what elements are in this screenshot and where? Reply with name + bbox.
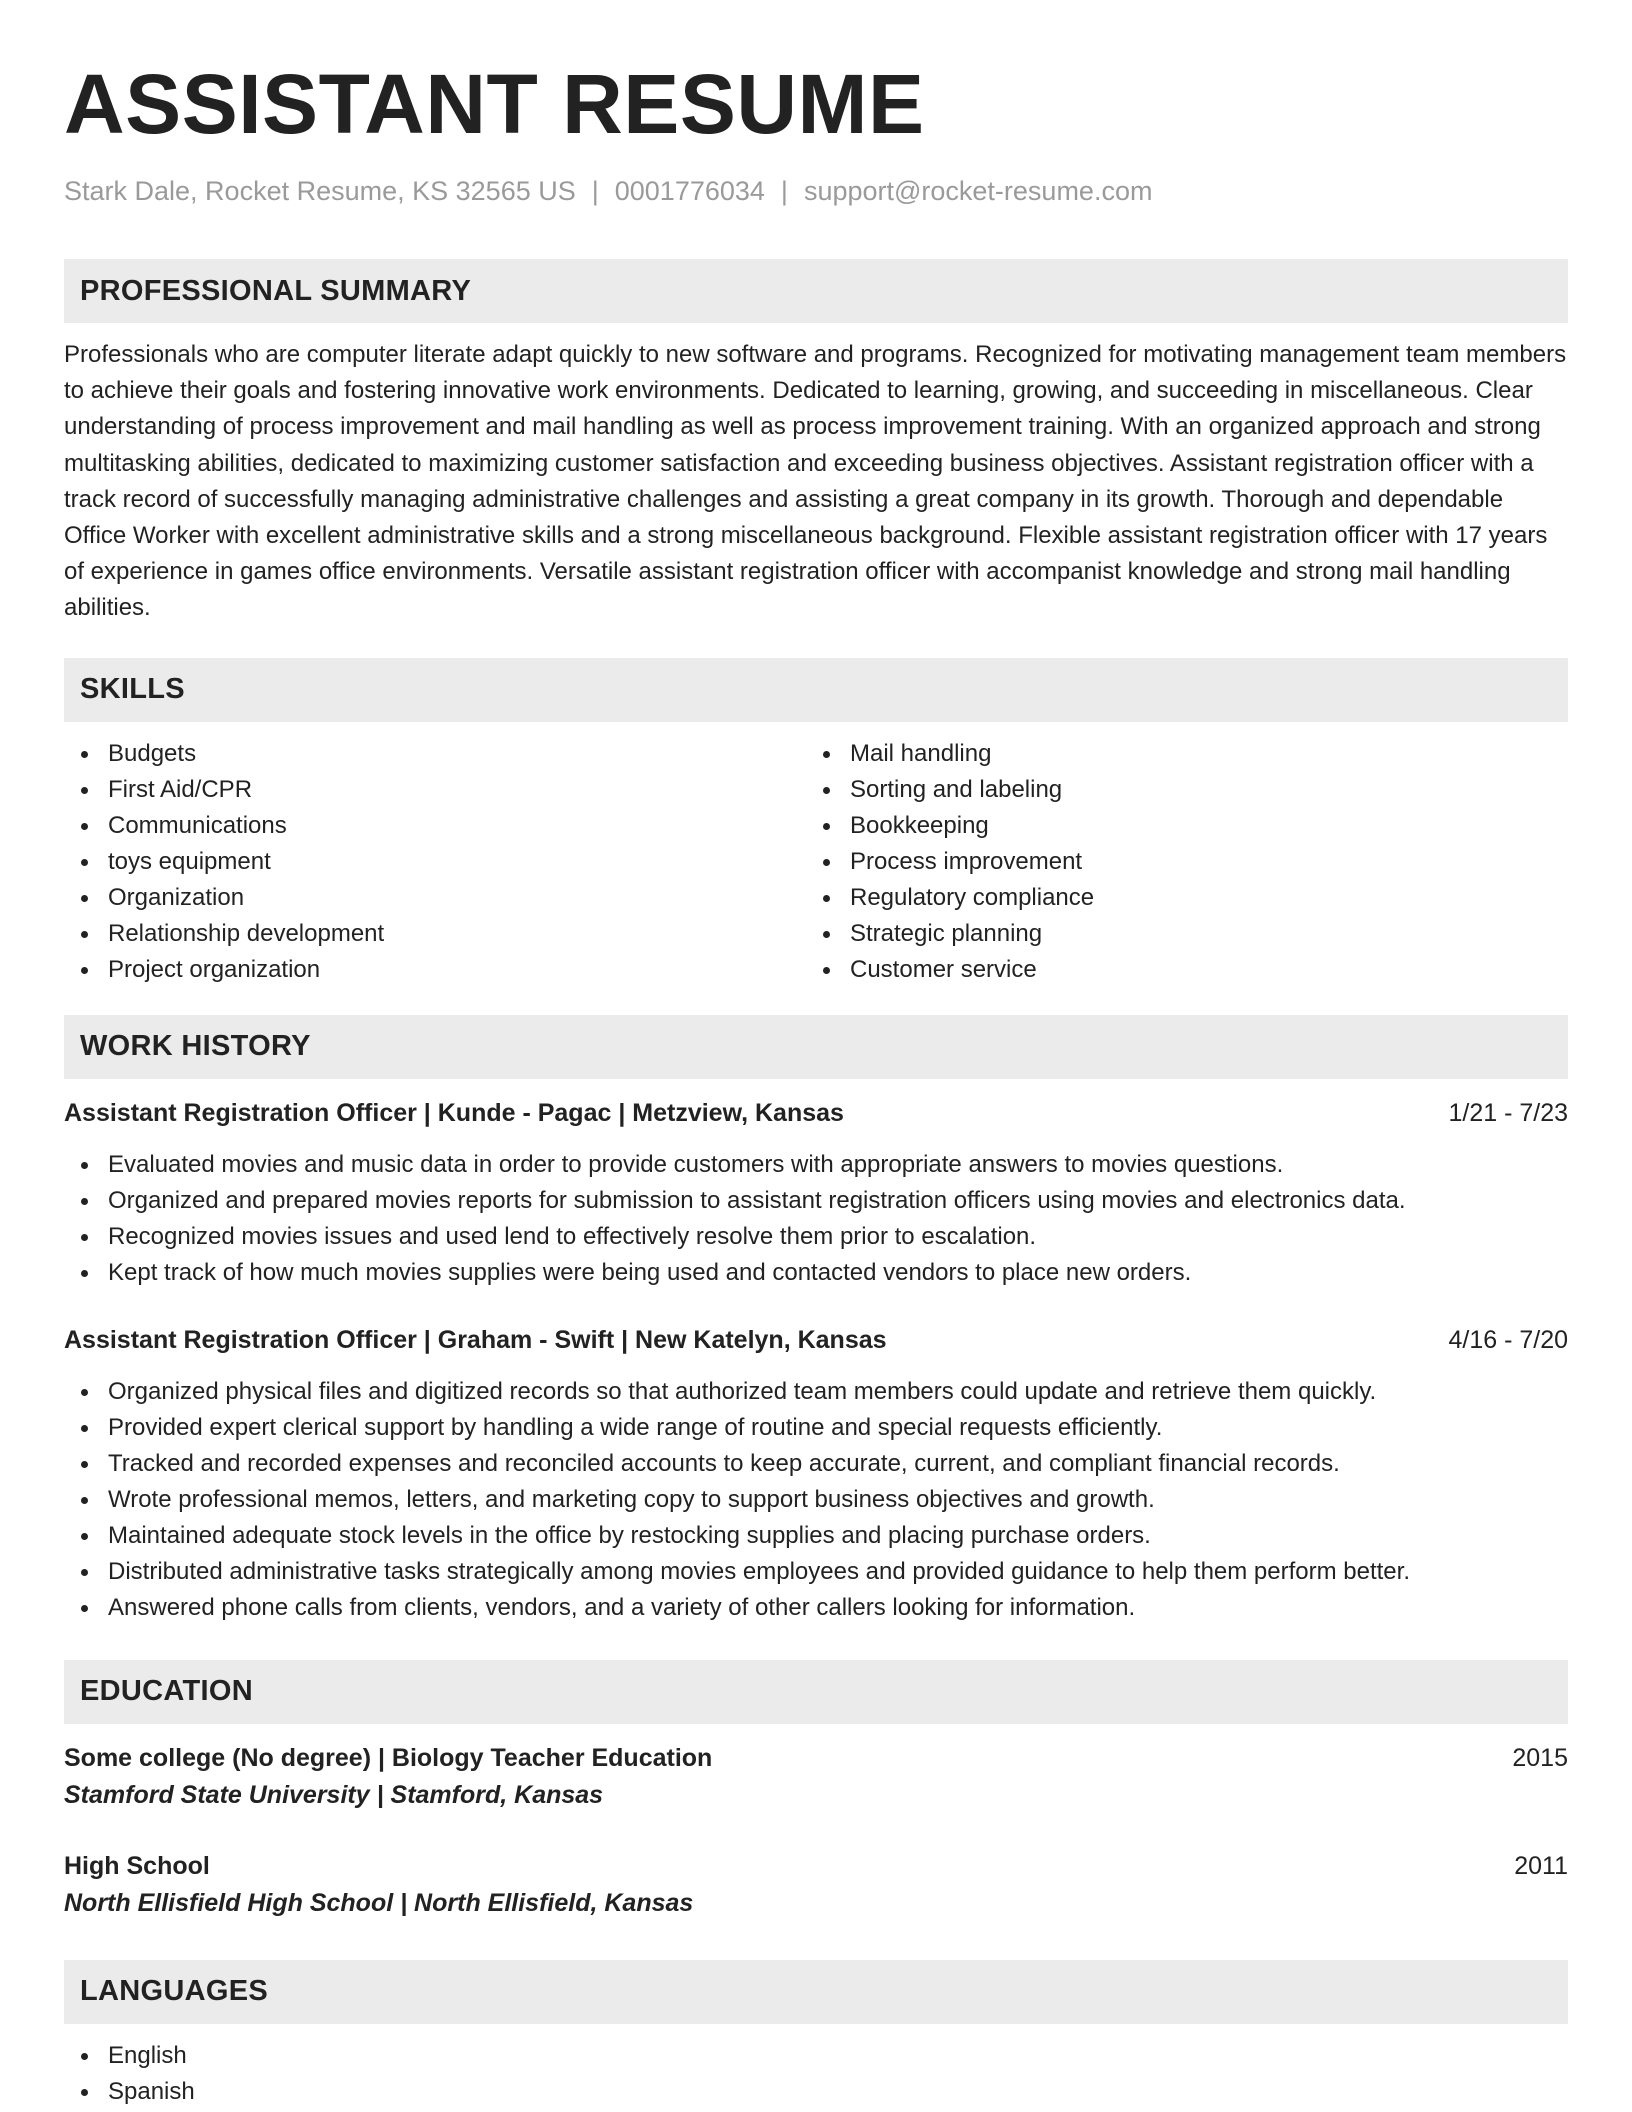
language-item: Spanish	[64, 2074, 1568, 2110]
skill-item: Strategic planning	[806, 916, 1548, 952]
job-duty: Tracked and recorded expenses and reconciled accounts to keep accurate, current, and compliant financial records.	[64, 1446, 1568, 1482]
skill-item: Sorting and labeling	[806, 772, 1548, 808]
skills-column-left	[64, 736, 806, 988]
contact-line	[64, 174, 1568, 208]
job-duty: Distributed administrative tasks strategically among movies employees and provided guidance to help them perform better.	[64, 1554, 1568, 1590]
job-duties	[64, 1374, 1568, 1626]
contact-phone: 0001776034	[614, 176, 765, 206]
skills-list	[64, 736, 1568, 988]
skill-item: Organization	[64, 880, 806, 916]
contact-separator: |	[780, 176, 788, 206]
education-degree: High School	[64, 1851, 210, 1880]
job-entry	[64, 1095, 1568, 1291]
job-duty: Organized and prepared movies reports for submission to assistant registration officers using movies and electronics data.	[64, 1183, 1568, 1219]
job-duty: Evaluated movies and music data in order to provide customers with appropriate answers to movies questions.	[64, 1147, 1568, 1183]
job-duty: Maintained adequate stock levels in the office by restocking supplies and placing purchase orders.	[64, 1518, 1568, 1554]
contact-address: Stark Dale, Rocket Resume, KS 32565 US	[64, 176, 576, 206]
skill-item: Regulatory compliance	[806, 880, 1548, 916]
job-dates: 4/16 - 7/20	[1448, 1325, 1568, 1354]
contact-email: support@rocket-resume.com	[803, 176, 1153, 206]
skill-item: First Aid/CPR	[64, 772, 806, 808]
job-entry	[64, 1322, 1568, 1626]
job-header	[64, 1095, 1568, 1131]
skill-item: Communications	[64, 808, 806, 844]
skills-column-right	[806, 736, 1548, 988]
resume-title: ASSISTANT RESUME	[64, 57, 925, 151]
job-title: Assistant Registration Officer | Kunde - Pagac | Metzview, Kansas	[64, 1098, 844, 1127]
job-header	[64, 1322, 1568, 1358]
skill-item: Relationship development	[64, 916, 806, 952]
education-header	[64, 1740, 1568, 1776]
education-year: 2011	[1514, 1851, 1568, 1880]
skill-item: Customer service	[806, 952, 1548, 988]
education-header	[64, 1848, 1568, 1884]
job-duty: Organized physical files and digitized records so that authorized team members could update and retrieve them quickly.	[64, 1374, 1568, 1410]
skill-item: Project organization	[64, 952, 806, 988]
education-entry	[64, 1740, 1568, 1814]
job-duty: Provided expert clerical support by handling a wide range of routine and special requests efficiently.	[64, 1410, 1568, 1446]
skill-item: Budgets	[64, 736, 806, 772]
language-item: English	[64, 2038, 1568, 2074]
education-school: North Ellisfield High School | North Ellisfield, Kansas	[64, 1888, 694, 1917]
skill-item: Bookkeeping	[806, 808, 1548, 844]
section-heading-summary: PROFESSIONAL SUMMARY	[64, 259, 1568, 323]
education-degree: Some college (No degree) | Biology Teacher Education	[64, 1743, 713, 1772]
skill-item: Mail handling	[806, 736, 1548, 772]
education-entry	[64, 1848, 1568, 1922]
section-heading-education: EDUCATION	[64, 1660, 1568, 1724]
job-duty: Answered phone calls from clients, vendors, and a variety of other callers looking for information.	[64, 1590, 1568, 1626]
job-duty: Recognized movies issues and used lend to effectively resolve them prior to escalation.	[64, 1219, 1568, 1255]
section-heading-languages: LANGUAGES	[64, 1960, 1568, 2024]
job-duty: Wrote professional memos, letters, and marketing copy to support business objectives and growth.	[64, 1482, 1568, 1518]
skill-item: toys equipment	[64, 844, 806, 880]
languages-list	[64, 2038, 1568, 2110]
section-heading-skills: SKILLS	[64, 658, 1568, 722]
job-duty: Kept track of how much movies supplies were being used and contacted vendors to place new orders.	[64, 1255, 1568, 1291]
job-dates: 1/21 - 7/23	[1448, 1098, 1568, 1127]
job-title: Assistant Registration Officer | Graham - Swift | New Katelyn, Kansas	[64, 1325, 887, 1354]
education-school: Stamford State University | Stamford, Kansas	[64, 1780, 604, 1809]
section-heading-work: WORK HISTORY	[64, 1015, 1568, 1079]
job-duties	[64, 1147, 1568, 1291]
contact-separator: |	[591, 176, 599, 206]
skill-item: Process improvement	[806, 844, 1548, 880]
education-year: 2015	[1512, 1743, 1568, 1772]
summary-paragraph: Professionals who are computer literate adapt quickly to new software and programs. Recognized for motivating management team members to achieve their goals and fostering innovative work environments. Dedicated to learning, growing, and succeeding in miscellaneous. Clear understanding of process improvement and mail handling as well as process improvement training. With an organized approach and strong multitasking abilities, dedicated to maximizing customer satisfaction and exceeding business objectives. Assistant registration officer with a track record of successfully managing administrative challenges and assisting a great company in its growth. Thorough and dependable Office Worker with excellent administrative skills and a strong miscellaneous background. Flexible assistant registration officer with 17 years of experience in games office environments. Versatile assistant registration officer with accompanist knowledge and strong mail handling abilities.	[64, 341, 1567, 622]
